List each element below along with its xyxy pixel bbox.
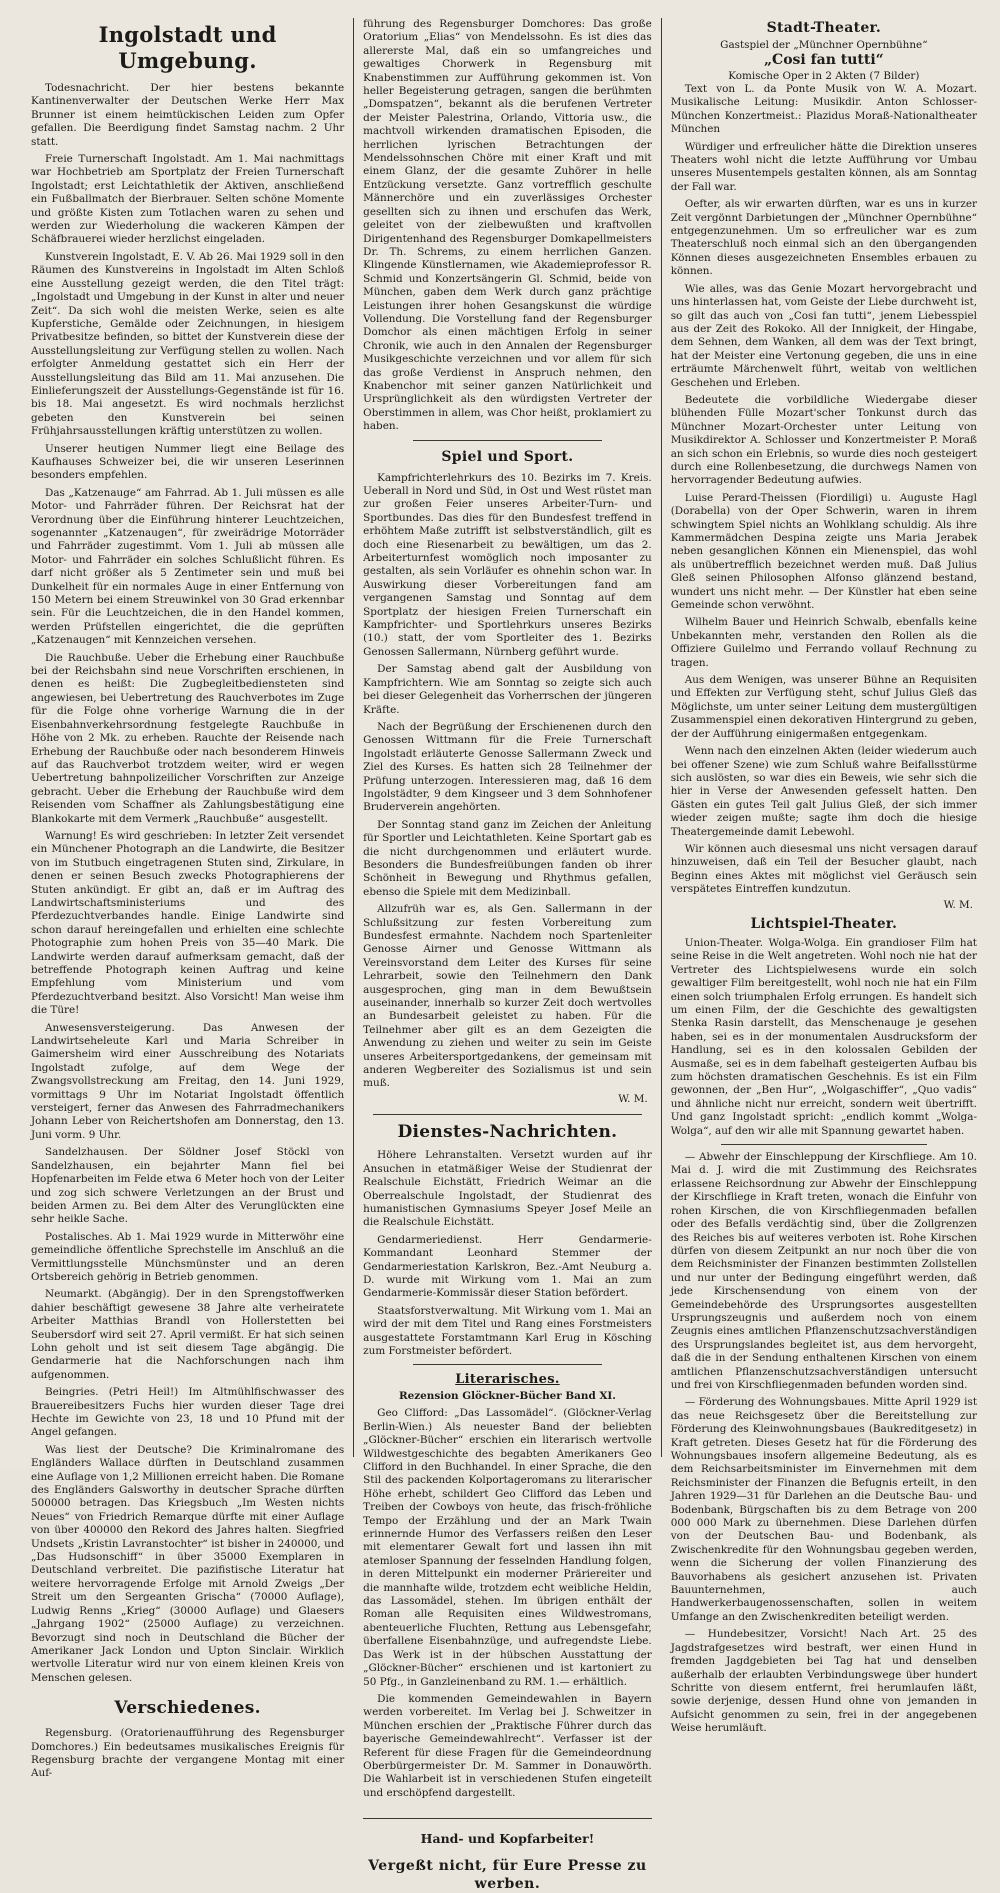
article-paragraph: Höhere Lehranstalten. Versetzt wurden auf ihr Ansuchen in etatmäßiger Weise der Studienrat der Realschule Eichstätt, Friedrich Weimar an die Oberrealschule Ingolstadt, der Studienrat des humanistischen Gymnasiums Speyer Josef Meile an die Realschule Eichstätt. [363,1149,652,1229]
divider [413,1364,602,1365]
article-paragraph: Todesnachricht. Der hier bestens bekannte Kantinenverwalter der Deutschen Werke Herr Max Brunner ist einem heimtückischen Leiden zum Opfer gefallen. Die Beerdigung findet Samstag nachm. 2 Uhr statt. [31,82,345,148]
article-paragraph: Freie Turnerschaft Ingolstadt. Am 1. Mai nachmittags war Hochbetrieb am Sportplatz der Freien Turnerschaft Ingolstadt; erst Leichtathletik der Aktiven, anschließend ein Fußballmatch der Bierbrauer. Selten schöne Momente und größte Kisten zum Totlachen waren zu sehen und werden zur Wiederholung die wackeren Kämpen der Schäfbrauerei wieder herzlichst eingeladen. [31,153,345,246]
article-paragraph: Wie alles, was das Genie Mozart hervorgebracht und uns hinterlassen hat, vom Geiste der Liebe durchweht ist, so gilt das auch von „Cosi fan tutti“, jenem Liebesspiel aus der Zeit des Rokoko. All der Innigkeit, der Hingabe, dem Sehnen, dem Wanken, all dem was der Text bringt, hat der Meister eine Vertonung gegeben, die uns in eine erträumte Märchenwelt führt, weitab von weltlichen Geschehen und Erleben. [670,282,977,389]
article-paragraph: Was liest der Deutsche? Die Kriminalromane des Engländers Wallace dürften in Deutschland zusammen eine Auflage von 1,2 Millionen erreicht haben. Die Romane des Engländers Galsworthy in deutscher Sprache dürften 500000 betragen. Das Kriegsbuch „Im Westen nichts Neues“ von Friedrich Remarque dürfte mit einer Auflage von über 400000 den Rekord des Jahres halten. Siegfried Undsets „Kristin Lavranstochter“ ist bisher in 240000, und „Das Hudsonschiff“ in über 35000 Exemplaren in Deutschland verbreitet. Die pazifistische Literatur hat weitere hervorragende Erfolge mit Arnold Zweigs „Der Streit um den Sergeanten Grischa“ (70000 Auflage), Ludwig Renns „Krieg“ (30000 Auflage) und Glaesers „Jahrgang 1902“ (25000 Auflage) zu verzeichnen. Bevorzugt sind noch in Deutschland die Bücher der Amerikaner Jack London und Upton Sinclair. Wirklich wertvolle Literatur wird nur von einem kleinen Kreis von Menschen gelesen. [31,1443,345,1684]
section-heading-stadt-theater: Stadt-Theater. [766,20,882,36]
article-paragraph: Der Sonntag stand ganz im Zeichen der Anleitung für Sportler und Leichtathleten. Keine Sportart gab es die nicht durchgenommen und erläutert wurde. Besonders die Bundesfreiübungen fanden ob ihrer Schönheit in Bewegung und Rhythmus gefallen, ebenso die Spiele mit dem Medizinball. [363,818,652,898]
article-paragraph: Oefter, als wir erwarten dürften, war es uns in kurzer Zeit vergönnt Darbietungen der „Münchner Opernbühne“ entgegenzunehmen. Um so erfreulicher war es zum Theaterschluß noch einmal sich an den übergangenden Können dieses ausgezeichneten Ensembles erbauen zu können. [670,198,977,278]
theater-subtitle: Gastspiel der „Münchner Opernbühne“ [720,39,928,51]
advertisement-box [363,1818,652,1893]
article-paragraph: Sandelzhausen. Der Söldner Josef Stöckl von Sandelzhausen, ein bejahrter Mann fiel bei Hopfenarbeiten im Felde etwa 6 Meter hoch von der Leiter und zog sich schwere Verletzungen an der Brust und beiden Armen zu. Bei dem Alter des Verunglückten eine sehr heikle Sache. [31,1146,345,1226]
article-paragraph: Wir können auch diesesmal uns nicht versagen darauf hinzuweisen, daß ein Teil der Besucher glaubt, nach Beginn eines Aktes mit möglichst viel Geräusch sein verspätetes Eintreffen kundzutun. [670,842,977,896]
divider [413,440,602,441]
column-layout [22,18,986,1893]
article-paragraph: Nach der Begrüßung der Erschienenen durch den Genossen Wittmann für die Freie Turnerschaft Ingolstadt erläuterte Genosse Sallermann Zweck und Ziel des Kurses. Es hatten sich 28 Teilnehmer der Prüfung unterzogen. Interessieren mag, daß 16 dem Ingolstädter, 9 dem Kingseer und 3 dem Sohnhofener Bruderverein angehörten. [363,720,652,814]
article-paragraph: Luise Perard-Theissen (Fiordiligi) u. Auguste Hagl (Dorabella) von der Oper Schwerin, waren in ihrem schwingtem Spiel nichts an Wohlklang schuldig. Als ihre Kammermädchen Despina zeigte uns Maria Jerabek neben gesanglichen Können ein Mienenspiel, das wohl als unübertrefflich bezeichnet werden muß. Daß Julius Gleß seinen Philosophen Alfonso glänzend bestand, wundert uns nicht mehr. — Der Künstler hat eben seine Gemeinde schon verwöhnt. [670,491,977,612]
review-subheading: Rezension Glöckner-Bücher Band XI. [399,1390,616,1403]
article-paragraph: Das „Katzenauge“ am Fahrrad. Ab 1. Juli müssen es alle Motor- und Fahrräder führen. Der Reichsrat hat der Verordnung über die Einführung hinterer Leuchtzeichen, sogenannter „Katzenaugen“, für zweirädrige Motorräder und Fahrräder zugestimmt. Vom 1. Juli ab müssen alle Motor- und Fahrräder ein solches Schlußlicht führen. Es darf nicht größer als 5 Zentimeter sein und muß bei Dunkelheit für ein normales Auge in einer Entfernung von 150 Metern bei einem Streuwinkel von 30 Grad erkennbar sein. Für die Leuchtzeichen, die in den Handel kommen, werden Prüfstellen eingerichtet, die die geprüften „Katzenaugen“ mit Kennzeichen versehen. [31,486,345,647]
section-heading-ingolstadt: Ingolstadt und Umgebung. [98,22,277,73]
article-paragraph: Beingries. (Petri Heil!) Im Altmühlfischwasser des Brauereibesitzers Fuchs hier wurden dieser Tage drei Hechte im Gewichte von 23, 18 und 10 Pfund mit der Angel gefangen. [31,1386,345,1439]
divider [721,1144,927,1145]
opera-description: Komische Oper in 2 Akten (7 Bilder) [728,70,920,82]
section-heading-dienstes-nachrichten: Dienstes-Nachrichten. [397,1122,618,1143]
article-paragraph: Wilhelm Bauer und Heinrich Schwalb, ebenfalls keine Unbekannten mehr, verstanden den Rollen als die Offiziere Guilelmo und Ferrando vollauf Rechnung zu tragen. [670,616,977,669]
article-paragraph: Bedeutete die vorbildliche Wiedergabe dieser blühenden Fülle Mozart'scher Tonkunst durch das Münchner Mozart-Orchester unter Leitung von Musikdirektor A. Schlosser und Konzertmeister P. Moraß an sich schon ein Erlebnis, so wurde dies noch gesteigert durch eine Rollenbesetzung, die durchwegs Namen von hervorragender Bedeutung aufwies. [670,393,977,487]
article-paragraph: Gendarmeriedienst. Herr Gendarmerie-Kommandant Leonhard Stemmer der Gendarmeriestation Karlskron, Bez.-Amt Neuburg a. D. wurde mit Wirkung vom 1. Mai an zum Gendarmerie-Kommissär dieser Station befördert. [363,1233,652,1300]
section-heading-sport: Spiel und Sport. [441,448,574,465]
article-paragraph: Postalisches. Ab 1. Mai 1929 wurde in Mitterwöhr eine gemeindliche öffentliche Sprechstelle im Anschluß an die Vermittlungsstelle Münchsmünster und an deren Ortsbereich gehörig in Betrieb genommen. [31,1230,345,1283]
article-paragraph: Würdiger und erfreulicher hätte die Direktion unseres Theaters wohl nicht die letzte Aufführung vor Umbau unseres Musentempels gestalten können, als am Sonntag der Fall war. [670,140,977,193]
article-paragraph: Union-Theater. Wolga-Wolga. Ein grandioser Film hat seine Reise in die Welt angetreten. Wohl noch nie hat der Vertreter des Lichtspielwesens wurde ein solch gewaltiger Film bereitgestellt, wohl noch nie hat ein Film einen solch triumphalen Erfolg errungen. Es handelt sich um einen Film, der die Geschichte des gewaltigsten Stenka Rasin darstellt, das Menschenauge je gesehen haben, sei es in der monumentalen Ausdrucksform der Handlung, sei es in den kolossalen Gebilden der Ausmaße, sei es in dem fabelhaft gesteigerten Aufbau bis zum höchsten dramatischen Geschehnis. Es ist ein Film gewonnen, der „Ben Hur“, „Wolgaschiffer“, „Quo vadis“ und ähnliche nicht nur erreicht, sondern weit übertrifft. Und ganz Ingolstadt spricht: „endlich kommt „Wolga-Wolga“, auf den wir alle mit Spannung gewartet haben. [670,936,977,1137]
article-paragraph: — Förderung des Wohnungsbaues. Mitte April 1929 ist das neue Reichsgesetz über die Bereitstellung zur Förderung des Kleinwohnungsbaues (Baukreditgesetz) in Kraft getreten. Dieses Gesetz hat für die Förderung des Wohnungsbaues insofern allgemeine Bedeutung, als es dem Reichsarbeitsminister im Einvernehmen mit dem Reichsminister der Finanzen die Befugnis erteilt, in den Jahren 1929—31 für Darlehen an die Deutsche Bau- und Bodenbank, Bürgschaften bis zu dem Betrage von 200 000 000 Mark zu übernehmen. Diese Darlehen dürfen von der Deutschen Bau- und Bodenbank, als Zwischenkredite für den Wohnungsbau gegeben werden, wenn die Sicherung der vollen Finanzierung des Bauvorhabens als gesichert anzusehen ist. Privaten Bauunternehmen, auch Handwerkerbaugenossenschaften, sollen in weitem Umfange an den Zwischenkrediten beteiligt werden. [670,1396,977,1623]
article-paragraph: Unserer heutigen Nummer liegt eine Beilage des Kaufhauses Schweizer bei, die wir unseren Leserinnen besonders empfehlen. [31,442,345,482]
article-paragraph: Text von L. da Ponte Musik von W. A. Mozart. Musikalische Leitung: Musikdir. Anton Schlosser-München Konzertmeist.: Plazidus Moraß-Nationaltheater München [670,83,977,136]
ad-headline: Hand- und Kopfarbeiter! [420,1831,595,1847]
ad-slogan: Vergeßt nicht, für Eure Presse zu werben. [368,1858,647,1893]
section-heading-literarisches: Literarisches. [455,1372,560,1388]
article-paragraph: Kampfrichterlehrkurs des 10. Bezirks im 7. Kreis. Ueberall in Nord und Süd, in Ost und West rüstet man zur großen Feier unseres Arbeiter-Turn- und Sportbundes. Das dies für den Bundesfest treffend in erhöhtem Maße zutrifft ist selbstverständlich, gilt es doch eine Riesenarbeit zu bewältigen, um das 2. Arbeiterturnfest womöglich noch imposanter zu gestalten, als sein Vorläufer es ohnehin schon war. In Auswirkung dieser Vorbereitungen fand am vergangenen Samstag und Sonntag auf dem Sportplatz der hiesigen Freien Turnerschaft ein Kampfrichter- und Sportlehrkurs unseres Bezirks (10.) statt, der vom Sportleiter des 1. Bezirks Genossen Sallermann, Nürnberg geführt wurde. [363,471,652,658]
article-paragraph: — Hundebesitzer, Vorsicht! Nach Art. 25 des Jagdstrafgesetzes wird bestraft, wer einen Hund in fremden Jagdgebieten bei Tag hat und denselben außerhalb der erlaubten Verbindungswege über hundert Schritte von diesem entfernt, frei herumlaufen läßt, sowie derjenige, dessen Hund ohne von jemanden in Aufsicht genommen zu sein, frei in der angegebenen Weise herumläuft. [670,1628,977,1735]
article-paragraph: Geo Clifford: „Das Lassomädel“. (Glöckner-Verlag Berlin-Wien.) Als neuester Band der beliebten „Glöckner-Bücher“ erschien ein literarisch wertvolle Wildwestgeschichte des begabten Amerikaners Geo Clifford in den Buchhandel. In einer Sprache, die den Stil des packenden Kolportageromans zu literarischer Höhe erhebt, schildert Geo Clifford das Leben und Treiben der Cowboys von heute, das frisch-fröhliche Tempo der Erzählung und der an Mark Twain erinnernde Humor des Verfassers reißen den Leser mit elementarer Gewalt fort und lassen ihn mit atemloser Spannung der fesselnden Handlung folgen, in deren Mittelpunkt ein moderner Präriereiter und die mannhafte wilde, trotzdem echt weibliche Heldin, das Lassomädel, stehen. Im übrigen enthält der Roman alle Requisiten eines Wildwestromans, abenteuerliche Fluchten, Rettung aus Lebensgefahr, überfallene Eisenbahnzüge, und aufregendste Liebe. Das Werk ist in der hübschen Ausstattung der „Glöckner-Bücher“ erschienen und ist kartoniert zu 50 Pfg., in Ganzleinenband zu RM. 1.— erhältlich. [363,1407,652,1688]
column-2 [353,18,661,1893]
article-paragraph: Neumarkt. (Abgängig). Der in den Sprengstoffwerken dahier beschäftigt gewesene 38 Jahre alte verheiratete Arbeiter Matthias Brandl von Hollerstetten bei Seubersdorf wird seit 27. April vermißt. Er hat sich seinen Lohn geholt und ist seit diesem Tage abgängig. Die Gendarmerie hat die Nachforschungen nach ihm aufgenommen. [31,1288,345,1381]
article-paragraph: Wenn nach den einzelnen Akten (leider wiederum auch bei offener Szene) wie zum Schluß wahre Beifallsstürme sich auslösten, so war dies ein Beweis, wie sehr sich die hier in Verse der Anwesenden gefesselt hatten. Den Gästen ein gutes Teil galt Julius Gleß, der sich immer wieder zeigen mußte; sagte ihm doch die hiesige Theatergemeinde damit Lebewohl. [670,745,977,838]
article-paragraph: Die Rauchbuße. Ueber die Erhebung einer Rauchbuße bei der Reichsbahn sind neue Vorschriften erschienen, in denen es heißt: Die Zugbegleitbediensteten sind angewiesen, bei Uebertretung des Rauchverbotes im Zuge für die Folge ohne vorherige Warnung die in der Eisenbahnverkehrsordnung festgelegte Rauchbuße in Höhe von 2 Mk. zu erheben. Rauchte der Reisende nach Erhebung der Rauchbuße oder nach besonderem Hinweis auf das Rauchverbot trotzdem weiter, wird er wegen Uebertretung bahnpolizeilicher Vorschriften zur Anzeige gebracht. Ueber die Erhebung der Rauchbuße wird dem Reisenden vom Schaffner als Zahlungsbestätigung eine Blankokarte mit dem Vermerk „Rauchbuße“ ausgestellt. [31,651,345,825]
article-paragraph: Staatsforstverwaltung. Mit Wirkung vom 1. Mai an wird der mit dem Titel und Rang eines Forstmeisters ausgestattete Forstamtmann Karl Erug in Kösching zum Forstmeister befördert. [363,1304,652,1357]
article-paragraph: Aus dem Wenigen, was unserer Bühne an Requisiten und Effekten zur Verfügung steht, schuf Julius Gleß das Möglichste, um unter seiner Leitung dem mustergültigen Zusammenspiel einen dekorativen Hintergrund zu geben, der der Aufführung einigermaßen entgegenkam. [670,674,977,740]
article-paragraph: führung des Regensburger Domchores: Das große Oratorium „Elias“ von Mendelssohn. Es ist dies das allererste Mal, daß ein so umfangreiches und gewaltiges Chorwerk in Regensburg mit Knabenstimmen zur Aufführung gekommen ist. Von heller Begeisterung getragen, sangen die berühmten „Domspatzen“, bekannt als die berufenen Vertreter der Meister Palestrina, Orlando, Vittoria usw., die machtvoll wirkenden dramatischen Episoden, die herrlichen lyrischen Betrachtungen der Mendelssohnschen Chöre mit einer Kraft und mit einem Glanz, der die gesamte Zuhörer in helle Entzückung versetzte. Ganz vortrefflich geschulte Männerchöre und ein zuverlässiges Orchester gesellten sich zu ihnen und erschufen das Werk, geleitet von der zielbewußten und kraftvollen Dirigentenhand des Regensburger Domkapellmeisters Dr. Th. Schrems, zu einem herrlichen Ganzen. Klingende Künstlernamen, wie Akademieprofessor R. Schmid und Konzertsängerin Gl. Schmid, beide von München, gaben dem Werk durch ganz prächtige Leistungen ihrer hohen Gesangskunst die würdige Vollendung. Die Vorstellung fand der Regensburger Domchor als einen mächtigen Erfolg in seiner Chronik, wie auch in den Annalen der Regensburger Musikgeschichte verzeichnen und vor allem für sich das große Verdienst in Anspruch nehmen, den Knabenchor mit seiner ganzen Natürlichkeit und Ursprünglichkeit als den würdigsten Vertreter der Oberstimmen in allem, was Chor heißt, proklamiert zu haben. [363,18,652,433]
article-paragraph: Allzufrüh war es, als Gen. Sallermann in der Schlußsitzung zur festen Vorbereitung zum Bundesfest ermahnte. Nachdem noch Spartenleiter Genosse Airner und Genosse Wittmann als Vereinsvorstand dem Leiter des Kurses für seine Lehrarbeit, sowie den Teilnehmern den Dank ausgesprochen, ging man in dem Bewußtsein auseinander, innerhalb so kurzer Zeit doch wertvolles an Bundesarbeit geleistet zu haben. Für die Teilnehmer aber gilt es an dem Gezeigten die Anwendung zu ziehen und weiter zu sein im Geiste unseres Arbeitersportgedankens, der gemeinsam mit anderen Wegbereiter des Sozialismus ist und sein muß. [363,903,652,1090]
section-heading-lichtspiel: Lichtspiel-Theater. [750,915,898,932]
article-paragraph: Kunstverein Ingolstadt, E. V. Ab 26. Mai 1929 soll in den Räumen des Kunstvereins in Ingolstadt im Alten Schloß eine Ausstellung gezeigt werden, die den Titel trägt: „Ingolstadt und Umgebung in der Kunst in alter und neuer Zeit“. Da sich wohl die meisten Werke, seien es alte Kupferstiche, Gemälde oder Zeichnungen, in hiesigem Privatbesitze befinden, so bittet der Kunstverein diese der Ausstellungsleitung zur Verfügung stellen zu wollen. Nach erfolgter Anmeldung gestattet sich ein Herr der Ausstellungsleitung das Bild am 11. Mai anzusehen. Die Einlieferungszeit der Ausstellungs-Gegenstände ist für 16. bis 18. Mai angesetzt. Es wird nochmals herzlichst gebeten den Kunstverein bei seinen Frühjahrsausstellungen kräftig unterstützen zu wollen. [31,250,345,438]
article-paragraph: Die kommenden Gemeindewahlen in Bayern werden vorbereitet. Im Verlag bei J. Schweitzer in München erschien der „Praktische Führer durch das bayerische Gemeindewahlrecht“. Verfasser ist der Referent für diese Fragen für die Gemeindeordnung Oberbürgermeister Dr. M. Sammer in Donauwörth. Die Wahlarbeit ist in verschiedenen Stufen eingeteilt und erschöpfend dargestellt. [363,1692,652,1799]
opera-title: „Cosi fan tutti“ [764,52,884,68]
article-paragraph: — Abwehr der Einschleppung der Kirschfliege. Am 10. Mai d. J. wird die mit Zustimmung des Reichsrates erlassene Reichsordnung zur Abwehr der Einschleppung der Kirschfliege in Kraft treten, wonach die Einfuhr von rohen Kirschen, die von Kirschfliegenmaden befallen oder des Befalls verdächtig sind, über die Zollgrenzen des Reiches bis auf weiteres verboten ist. Rohe Kirschen dürfen von diesem Zeitpunkt an nur noch über die von dem Reichsminister der Finanzen bestimmten Zollstellen und nur unter der Bedingung eingeführt werden, daß jede Kirschensendung von einem von der Gemeindebehörde des Ursprungsortes ausgestellten Ursprungszeugnis und außerdem noch von einem Zeugnis eines amtlichen Pflanzenschutzsachverständigen des Ursprungslandes begleitet ist, aus dem hervorgeht, daß die in der Sendung enthaltenen Kirschen von einem amtlichen Pflanzenschutzsachverständigen untersucht und frei von Kirschfliegenmaden befunden worden sind. [670,1151,977,1391]
author-signature: W. M. [943,898,973,911]
article-paragraph: Warnung! Es wird geschrieben: In letzter Zeit versendet ein Münchener Photograph an die Landwirte, die Besitzer von im Stutbuch eingetragenen Stuten sind, Zirkulare, in denen er seinen Besuch zwecks Photographierens der Stuten ankündigt. Er gibt an, daß er im Auftrag des Landwirtschaftsministeriums und des Pferdezuchtverbandes handle. Einige Landwirte sind schon darauf hereingefallen und erhielten eine schlechte Photographie zum hohen Preis von 35—40 Mark. Die Landwirte werden darauf aufmerksam gemacht, daß der betreffende Photograph keinen Auftrag und keine Empfehlung vom Ministerium und vom Pferdezuchtverband besitzt. Also Vorsicht! Man weise ihm die Türe! [31,829,345,1017]
article-paragraph: Anwesensversteigerung. Das Anwesen der Landwirtseheleute Karl und Maria Schreiber in Gaimersheim wird einer Ausschreibung des Notariats Ingolstadt zufolge, auf dem Wege der Zwangsvollstreckung am Freitag, den 14. Juni 1929, vormittags 9 Uhr im Notariat Ingolstadt öffentlich versteigert, ferner das Anwesen des Fahrradmechanikers Johann Leber von Reichertshofen am Donnerstag, den 13. Juni vorm. 9 Uhr. [31,1021,345,1141]
author-signature: W. M. [618,1092,648,1105]
section-heading-verschiedenes: Verschiedenes. [114,1698,261,1719]
article-paragraph: Regensburg. (Oratorienaufführung des Regensburger Domchores.) Ein bedeutsames musikalisches Ereignis für Regensburg brachte der vergangene Montag mit einer Auf- [31,1727,345,1780]
column-3 [661,18,986,1735]
article-paragraph: Der Samstag abend galt der Ausbildung von Kampfrichtern. Wie am Sonntag so zeigte sich auch bei dieser Gelegenheit das Vorherrschen der jüngeren Kräfte. [363,663,652,716]
divider [373,1114,642,1115]
column-1 [22,18,353,1780]
